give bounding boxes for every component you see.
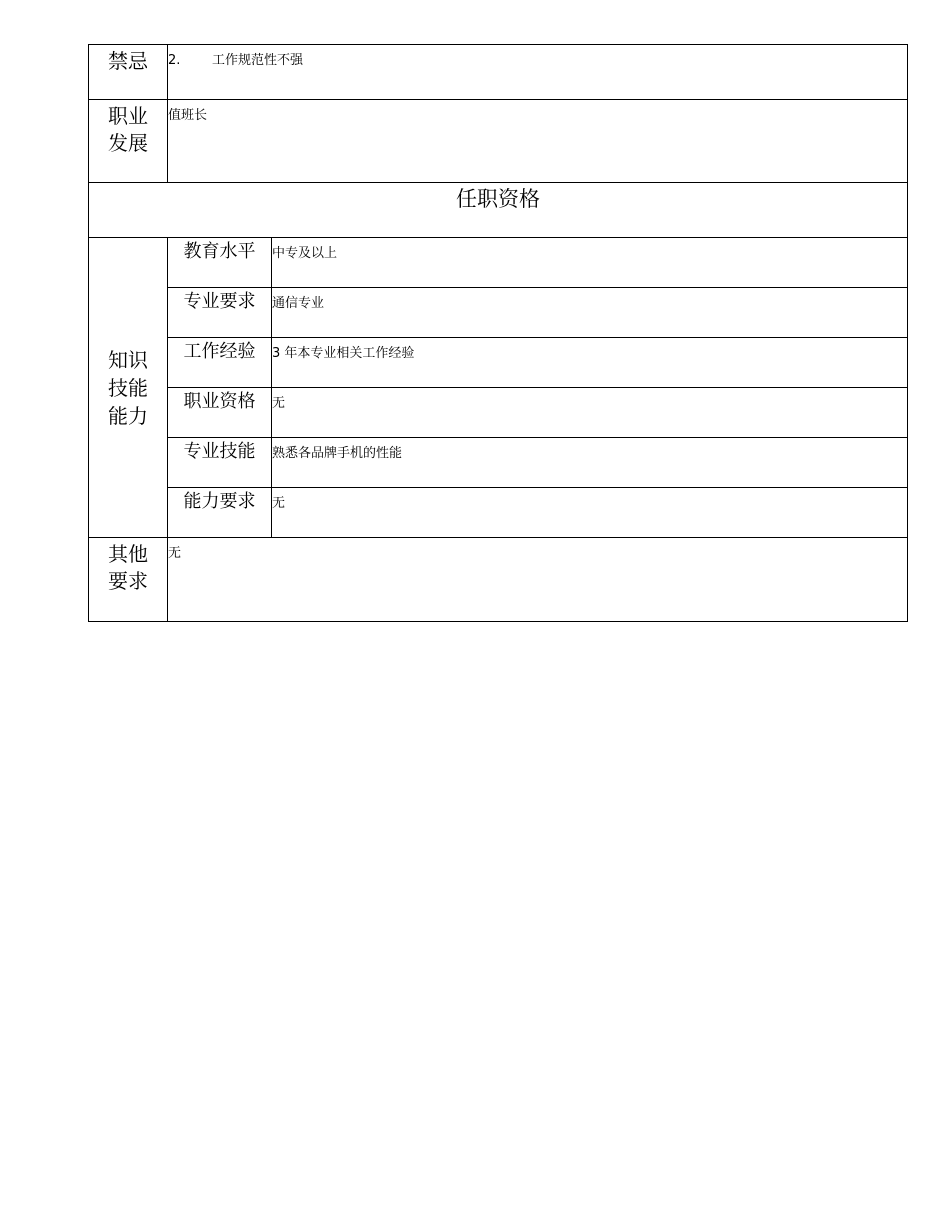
qualifications-group-label-line3: 能力 (108, 403, 148, 428)
qualification-value-cell (272, 288, 908, 338)
other-value: 无 (168, 546, 182, 561)
career-label-line1: 职业 (108, 104, 148, 128)
career-label-cell (89, 100, 168, 183)
career-value-cell (168, 100, 908, 183)
qualification-label-cell (168, 488, 272, 538)
qualifications-group-label-line1: 知识 (108, 347, 148, 372)
qualifications-title-cell (89, 183, 908, 238)
taboo-item-text: 工作规范性不强 (212, 53, 304, 68)
qualification-row (89, 238, 908, 288)
skills-label: 专业技能 (183, 441, 256, 462)
education-label: 教育水平 (183, 241, 256, 262)
other-label-line1: 其他 (108, 542, 148, 566)
other-row (89, 538, 908, 622)
qualifications-group-label-cell (89, 238, 168, 538)
qualification-row (89, 488, 908, 538)
qualification-row (89, 338, 908, 388)
ability-value: 无 (272, 496, 286, 511)
qualifications-group-label-line2: 技能 (108, 375, 148, 400)
taboo-value-cell (168, 45, 908, 100)
experience-label: 工作经验 (183, 341, 256, 362)
other-value-cell (168, 538, 908, 622)
ability-label: 能力要求 (183, 491, 256, 512)
career-value: 值班长 (168, 108, 208, 123)
experience-value: 3 年本专业相关工作经验 (272, 346, 415, 361)
taboo-item-number: 2. (168, 53, 181, 68)
certification-value: 无 (272, 396, 286, 411)
qualification-row (89, 288, 908, 338)
other-label-cell (89, 538, 168, 622)
qualification-value-cell (272, 438, 908, 488)
major-label: 专业要求 (183, 291, 256, 312)
taboo-label-cell (89, 45, 168, 100)
taboo-row (89, 45, 908, 100)
career-label-line2: 发展 (108, 131, 148, 155)
qualification-row (89, 388, 908, 438)
other-label-line2: 要求 (108, 569, 148, 593)
qualification-label-cell (168, 338, 272, 388)
qualification-row (89, 438, 908, 488)
qualification-value-cell (272, 388, 908, 438)
taboo-label: 禁忌 (108, 49, 148, 73)
qualification-label-cell (168, 288, 272, 338)
skills-value: 熟悉各品牌手机的性能 (272, 446, 403, 461)
qualification-value-cell (272, 338, 908, 388)
qualifications-title: 任职资格 (456, 187, 540, 211)
career-row (89, 100, 908, 183)
qualification-label-cell (168, 238, 272, 288)
major-value: 通信专业 (272, 296, 325, 311)
job-description-table (88, 44, 908, 622)
qualification-label-cell (168, 438, 272, 488)
education-value: 中专及以上 (272, 246, 338, 261)
qualifications-title-row (89, 183, 908, 238)
qualification-value-cell (272, 238, 908, 288)
certification-label: 职业资格 (183, 391, 256, 412)
qualification-label-cell (168, 388, 272, 438)
qualification-value-cell (272, 488, 908, 538)
